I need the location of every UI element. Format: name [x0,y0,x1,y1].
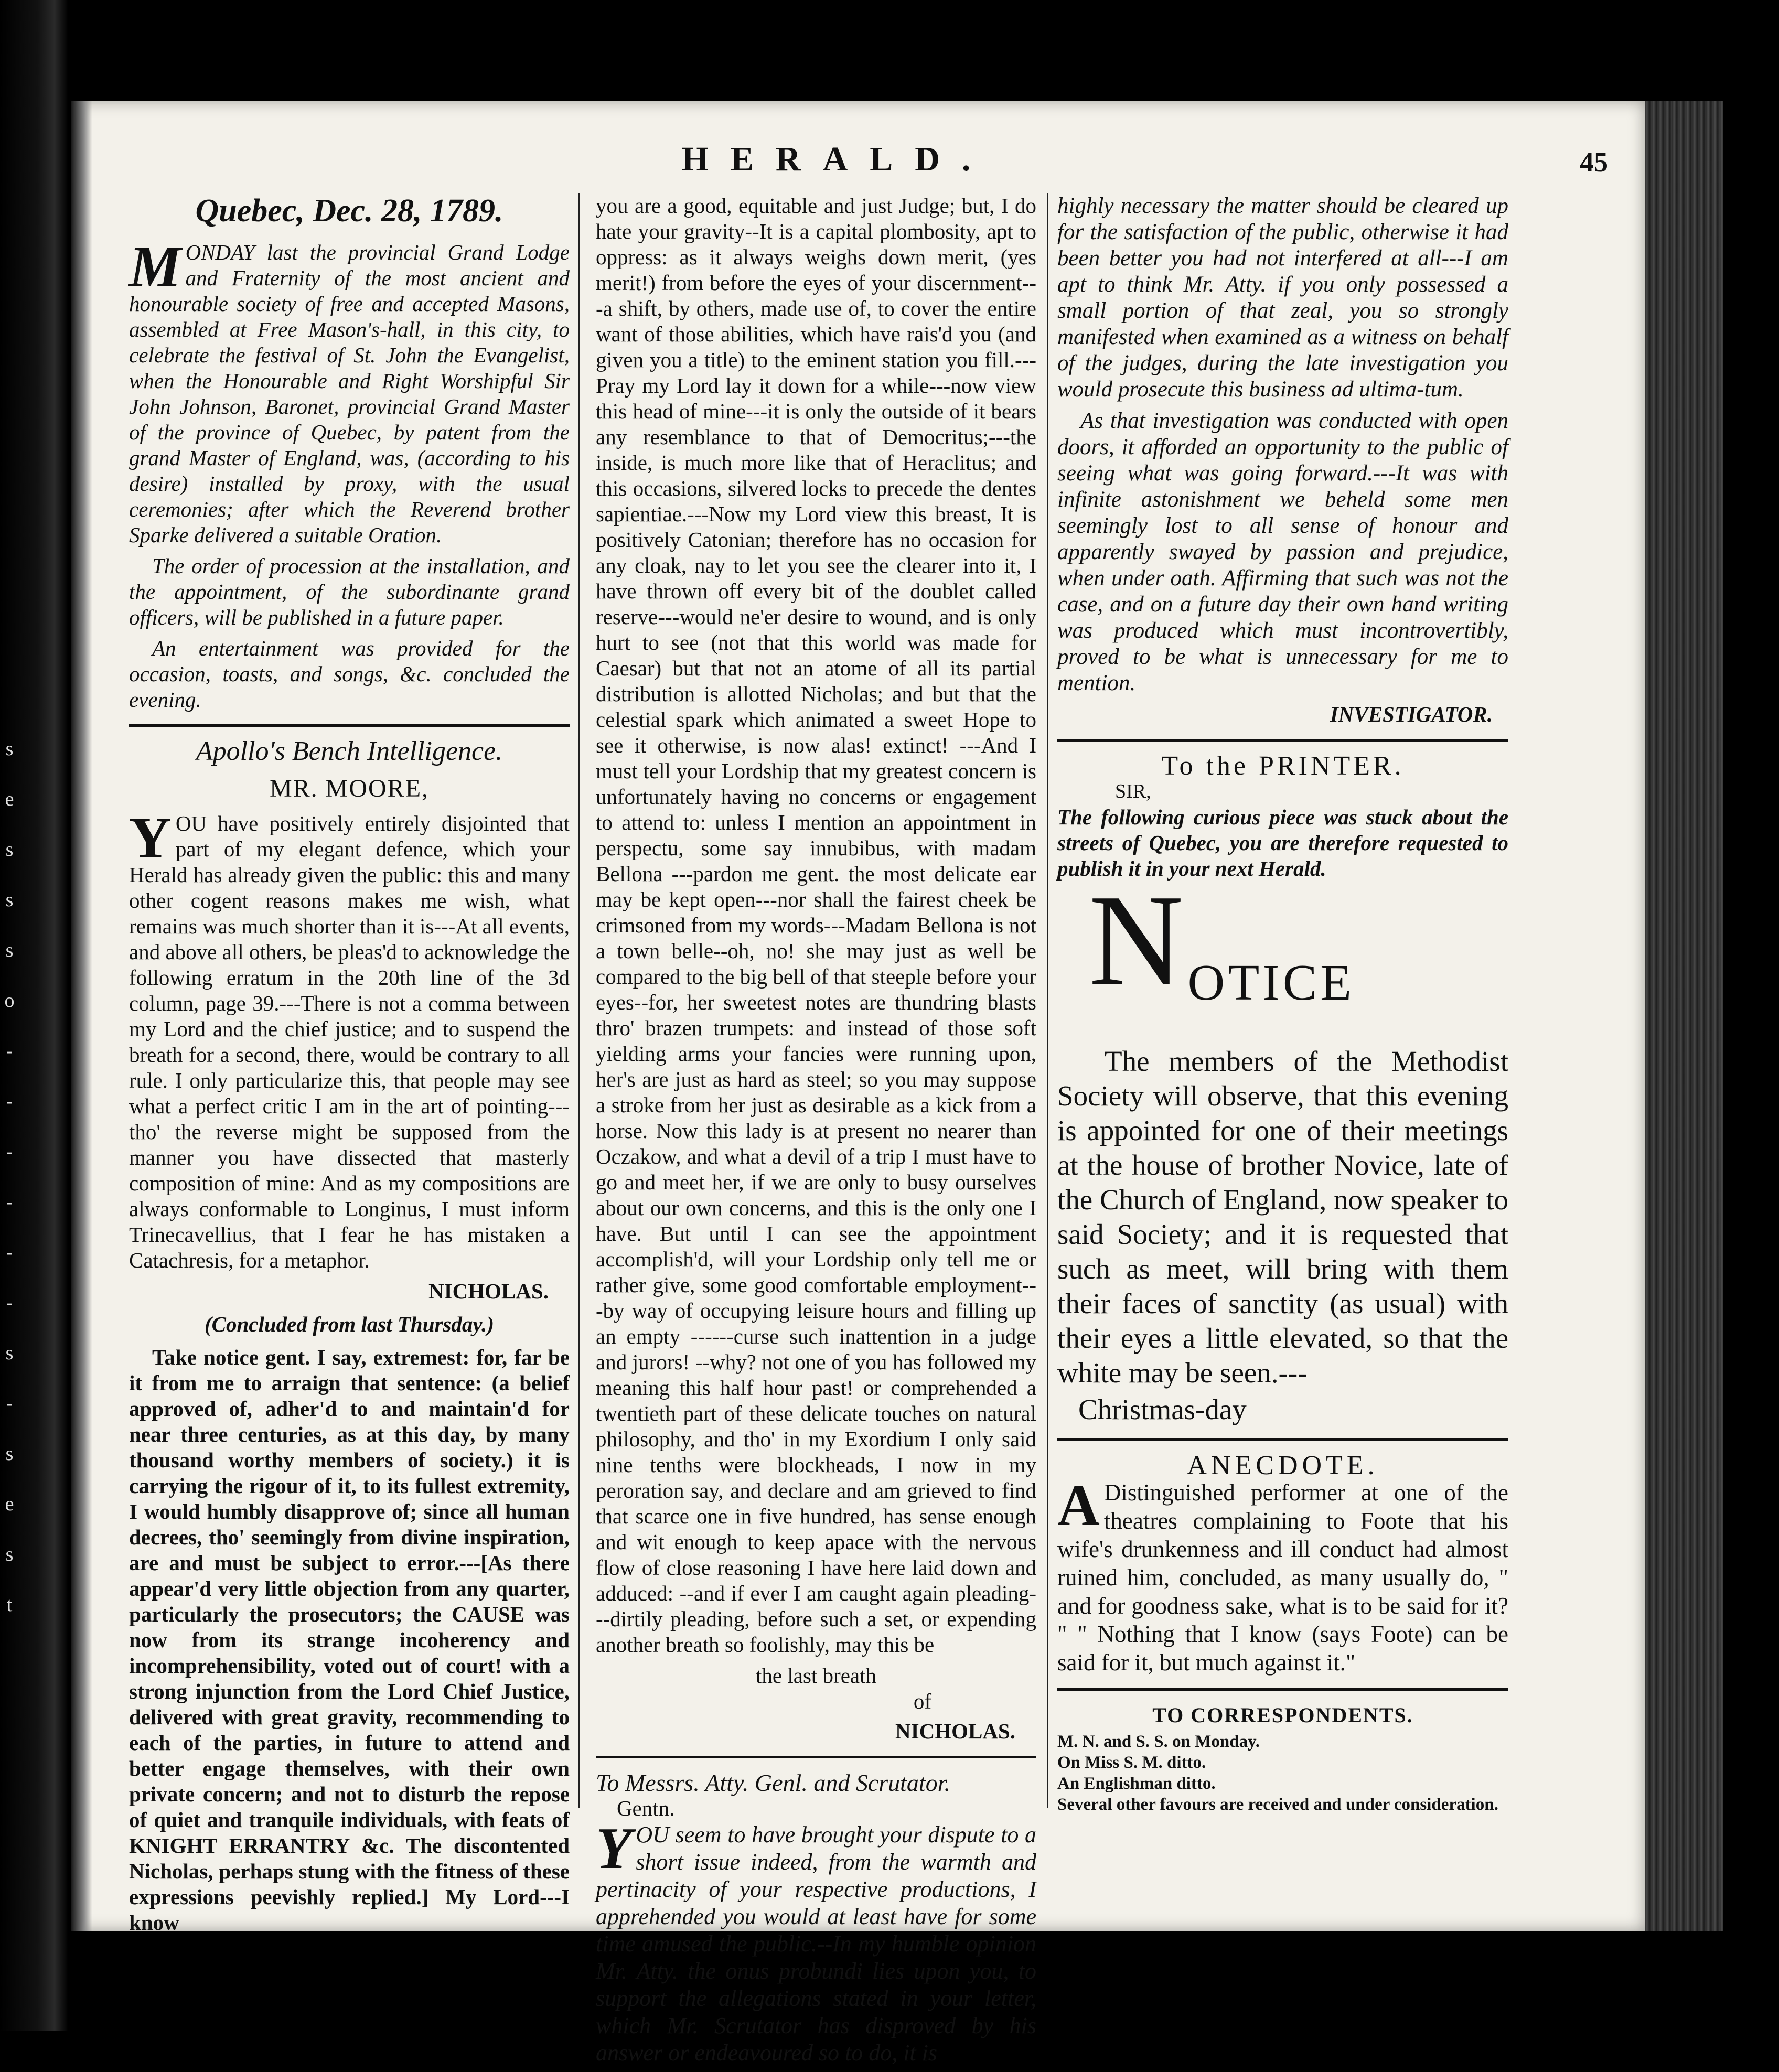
printer-paragraph: The following curious piece was stuck about the streets of Quebec, you are therefore requested to publish it in your next Herald. [1057,805,1508,881]
margin-mark: s [5,738,14,760]
margin-mark: - [6,1040,13,1062]
notice-body [1057,1044,1508,1427]
drop-cap: Y [596,1816,632,1881]
section-rule [1057,1688,1508,1691]
correspondents-heading: TO CORRESPONDENTS. [1152,1703,1413,1727]
correspondent-note: An Englishman ditto. [1057,1774,1216,1793]
correspondent-note: Several other favours are received and under consideration. [1057,1795,1498,1814]
running-head: HERALD. [681,140,993,178]
signature: NICHOLAS. [428,1279,549,1303]
dateline: Quebec, Dec. 28, 1789. [195,193,503,229]
closing-line-2: of [913,1689,931,1713]
moore-text: OU have positively entirely disjointed that part of my elegant defence, which your Herald has already given the public: this and many other cogent reasons makes me wish, what remains was much shorter than it is---At all events, and above all others, be pleas'd to acknowledge the following erratum in the 20th line of the 3d column, page 39.---There is not a comma between my Lord and the chief justice; and to suspend the breath for a second, there, would be contrary to all rule. I only particularize this, that people may see what a perfect critic I am in the art of pointing---tho' the reverse might be supposed from the manner you have dissected that masterly composition of mine: And as my compositions are always conformable to Longinus, I must inform Trinecavellius, that I fear he has mistaken a Catachresis, for a metaphor. [129,811,570,1272]
column-rule [578,193,580,1808]
christmas-day: Christmas-day [1078,1393,1247,1425]
correspondent-note: M. N. and S. S. on Monday. [1057,1732,1260,1751]
procession-paragraph: The order of procession at the installation, and the appointment, of the subordinante grand officers, will be published in a future paper. [129,554,570,629]
investigation-paragraph: highly necessary the matter should be cleared up for the satisfaction of the public, otherwise it had been better you had not interfered at all---I am apt to think Mr. Atty. if you only possessed a small portion of that zeal, you so strongly manifested when examined as a witness on behalf of the judges, during the late investigation you would prosecute this business ad ultima-tum. [1057,194,1508,402]
page-stack-edge [1645,101,1723,1931]
letter-continuation: you are a good, equitable and just Judge; but, I do hate your gravity--It is a capital plombosity, apt to oppress: as it always weighs down merit, (yes merit!) from before the eyes of your discernment---a shift, by others, made use of, to cover the entire want of those abilities, which have rais'd you (and given you a title) to the eminent station you fill.---Pray my Lord lay it down for a while---now view this head of mine---it is only the outside of it bears any resemblance to that of Democritus;---the inside, is much more like that of Heraclitus; and this occasions, silvered locks to precede the dentes sapientiae.---Now my Lord view this breast, It is positively Catonian; therefore has no occasion for any cloak, nay to let you see the clearer into it, I have thrown off every bit of the doublet called reserve---would ne'er desire to wound, and is only hurt to see (not that this world was made for Caesar) but that not an atome of all its partial distribution is allotted Nicholas; and but that the celestial spark which animated a sweet Hope to see it otherwise, is now alas! extinct! ---And I must tell your Lordship that my greatest concern is unfortunately having no concerns or engagement to attend to: unless I mention an appointment in perspectu, some say innubibus, with madam Bellona ---pardon me gent. the most delicate ear may be kept open---nor shall the fairest cheek be crimsoned from my words---Madam Bellona is not a town belle--oh, no! she may just as well be compared to the big bell of that steeple before your eyes--for, her sweetest notes are thundring blasts thro' brazen trumpets: and instead of those soft yielding arms your fancies were running upon, her's are just as hard as steel; so you may suppose a stroke from her just as desirable as a kick from a horse. Now this lady is at present no nearer than Oczakow, and what a devil of a trip I must have to go and meet her, if we are only to busy ourselves about our own concerns, and this is the only one I have. But until I can see the appointment accomplish'd, will your Lordship only tell me or rather give, some good comfortable employment---by way of occupying leisure hours and filling up an empty ------curse such inattention in a judge and jurors! --why? not one of you has followed my meaning this half hour past! or comprehended a twentieth part of these delicate touches on natural philosophy, and tho' in my Exordium I only said nine tenths were blockheads, I now in my peroration say, and declare and am grieved to find that scarce one in five hundred, has sense enough and wit enough to keep apace with the nervous flow of close reasoning I have here laid down and adduced: --and if ever I am caught again pleading---dirtily pleading, before such a set, or expending another breath so foolishly, may this be [596,194,1036,1657]
section-rule [1057,1438,1508,1441]
lodge-paragraph [129,234,570,548]
notice-rest: OTICE [1187,954,1355,1011]
drop-cap: M [129,234,181,299]
section-rule [129,724,570,727]
closing-line-1: the last breath [756,1663,876,1688]
spine-shadow [71,101,92,1931]
anecdote-heading: ANECDOTE. [1187,1451,1379,1480]
concluded-note: (Concluded from last Thursday.) [204,1312,495,1336]
margin-mark: e [5,1493,14,1515]
sir-salutation: SIR, [1115,780,1151,802]
messrs-letter [596,1816,1036,2067]
moore-letter [129,806,570,1273]
margin-mark: - [6,1191,13,1213]
notice-big-letter: N [1089,868,1185,1013]
section-rule [596,1756,1036,1758]
column-3 [1057,193,1508,1815]
anecdote-paragraph [1057,1473,1508,1677]
concluded-paragraph: Take notice gent. I say, extremest: for, far be it from me to arraign that sentence: (a belief approved of, adher'd to and maintain'd for near three centuries, as at this day, by many thousand worthy members of society.) it is carrying the rigour of it, to its fullest extremity, I would humbly disapprove of; since all human decrees, tho' seemingly from divine inspiration, are and must be subject to error.---[As there appear'd very little objection from any quarter, particularly the prosecutors; the CAUSE was now from its strange incoherency and incomprehensibility, voted out of court! with a strong injunction from the Lord Chief Justice, delivered with great gravity, recommending to each of the parties, in future to attend and better engage themselves, with their own private concern; and not to disturb the repose of quiet and tranquile individuals, with feats of KNIGHT ERRANTRY &c. The discontented Nicholas, perhaps stung with the fitness of these expressions peevishly replied.] My Lord---I know [129,1345,570,1935]
margin-mark: - [6,1090,13,1112]
drop-cap: A [1057,1473,1100,1538]
entertainment-paragraph: An entertainment was provided for the occasion, toasts, and songs, &c. concluded the evening. [129,636,570,712]
column-rule [1047,193,1048,1808]
margin-mark: e [5,788,14,810]
margin-mark: s [5,939,14,961]
notice-title [1089,868,1508,1037]
investigation-paragraph-2: As that investigation was conducted with open doors, it afforded an opportunity to the public of seeing what was going forward.---It was with infinite astonishment we beheld some men seemingly lost to all sense of honour and apparently swayed by passion and prejudice, when under oath. Affirming that such was not the case, and on a future day their own hand writing was produced which must incontrovertibly, proved to be what is unnecessary for me to mention. [1057,409,1508,695]
margin-mark: s [5,889,14,911]
margin-mark: s [5,839,14,861]
newspaper-page [71,101,1645,2066]
messrs-text: OU seem to have brought your dispute to a short issue indeed, from the warmth and pertinacity of your respective productions, I apprehended you would at least have for some time amused the public.--In my humble opinion Mr. Atty. the onus probundi lies upon you, to support the allegations stated in your letter, which Mr. Scrutator has disproved by his answer or endeavoured so to do, it is [596,1822,1036,2066]
facing-page-letters [0,724,19,1615]
margin-mark: t [6,1594,13,1616]
drop-cap: Y [129,806,172,871]
margin-mark: - [6,1141,13,1163]
margin-mark: - [6,1292,13,1314]
messrs-heading: To Messrs. Atty. Genl. and Scrutator. [596,1769,951,1796]
investigator-signature: INVESTIGATOR. [1330,702,1493,726]
column-2 [596,193,1036,2072]
closing-signature: NICHOLAS. [895,1719,1015,1743]
printer-heading: To the PRINTER. [1161,751,1405,781]
salutation: MR. MOORE, [269,775,430,802]
section-rule [1057,739,1508,742]
margin-mark: - [6,1241,13,1263]
apollo-heading: Apollo's Bench Intelligence. [196,736,503,766]
lodge-text: ONDAY last the provincial Grand Lodge and Fraternity of the most ancient and honourable society of free and accepted Masons, assembled at Free Mason's-hall, in this city, to celebrate the festival of St. John the Evangelist, when the Honourable and Right Worshipful Sir John Johnson, Baronet, provincial Grand Master of the province of Quebec, by patent from the grand Master of England, was, (according to his desire) installed by proxy, with the usual ceremonies; after which the Reverend brother Sparke delivered a suitable Oration. [129,240,570,547]
column-1 [129,193,570,1941]
margin-mark: s [5,1443,14,1465]
anecdote-text: Distinguished performer at one of the theatres complaining to Foote that his wife's drunkenness and ill conduct had almost ruined him, concluded, as many usually do, " and for goodness sake, what is to be said for it? " " Nothing that I know (says Foote) can be said for it, but much against it." [1057,1479,1508,1676]
margin-mark: - [6,1392,13,1414]
correspondents-list [1057,1731,1508,1815]
notice-text: The members of the Methodist Society will observe, that this evening is appointed for one of their meetings at the house of brother Novice, late of the Church of England, now speaker to said Society; and it is requested that such as meet, will bring with them their faces of sanctity (as usual) with their eyes a little elevated, so that the white may be seen.--- [1057,1045,1508,1389]
margin-mark: s [5,1543,14,1565]
margin-mark: s [5,1342,14,1364]
margin-mark: o [4,990,15,1012]
page-number: 45 [1580,146,1608,178]
correspondent-note: On Miss S. M. ditto. [1057,1753,1206,1772]
gentn-salutation: Gentn. [617,1796,675,1820]
